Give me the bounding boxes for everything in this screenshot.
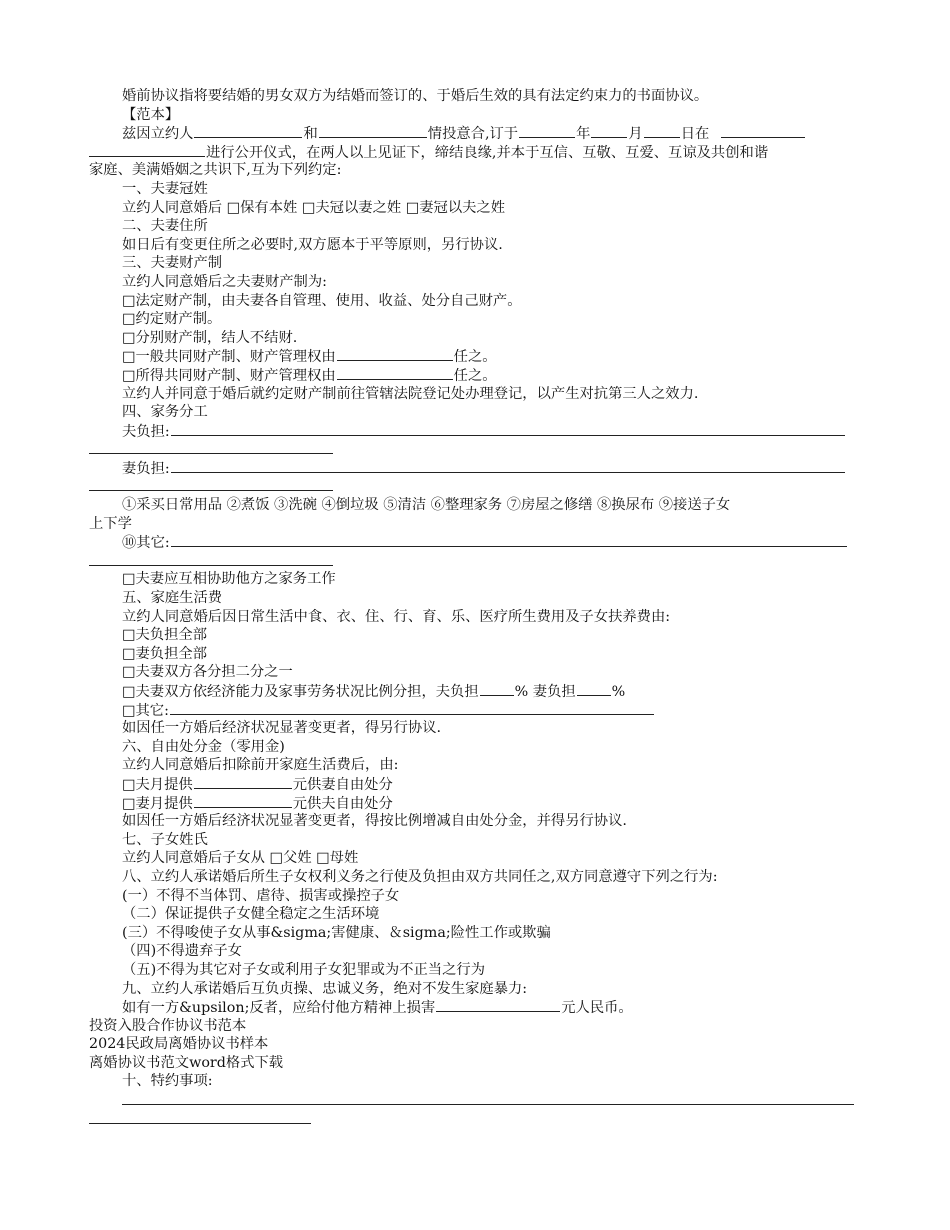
chores-list: ①采买日常用品 ②煮饭 ③洗碗 ④倒垃圾 ⑤清洁 ⑥整理家务 ⑦房屋之修缮 ⑧换尿布 ⑨接送子女 <box>122 497 731 514</box>
other-duty-blank-cont <box>89 552 333 566</box>
section-text <box>89 998 863 1017</box>
document-page <box>89 87 863 1128</box>
option-text: 元供夫自由处分 <box>292 795 393 812</box>
section-text: 如因任一方婚后经济状况显著变更者，得另行协议. <box>122 720 442 737</box>
preamble-line-2 <box>89 143 863 162</box>
amount-blank <box>194 794 292 808</box>
day-blank <box>644 124 680 138</box>
checkbox-option: □夫妻应互相协助他方之家务工作 <box>122 571 336 588</box>
option-text: □夫妻双方依经济能力及家事劳务状况比例分担，夫负担 <box>122 684 479 700</box>
checkbox-option <box>89 682 863 701</box>
section-title: 一、夫妻冠姓 <box>122 180 208 197</box>
section-text: 如因任一方婚后经济状况显著变更者，得按比例增减自由处分金，并得另行协议. <box>122 813 627 830</box>
section-title: 十、特约事项: <box>122 1073 213 1090</box>
preamble-text: 进行公开仪式，在两人以上见证下，缔结良缘,并本于互信、互敬、互爱、互谅及共创和谐 <box>206 144 769 161</box>
option-text: % 妻负担 <box>514 684 576 700</box>
section-title: 七、子女姓氏 <box>122 831 208 848</box>
husband-duty-blank-cont <box>89 440 333 454</box>
checkbox-option: □保有本姓 <box>226 199 298 216</box>
list-item: （四)不得遗弃子女 <box>122 943 242 960</box>
field-label: 妻负担: <box>122 460 170 477</box>
special-terms-blank-cont <box>89 1110 311 1124</box>
option-text: □一般共同财产制、财产管理权由 <box>122 349 336 366</box>
clause-text: 元人民币。 <box>561 1000 633 1017</box>
chores-list-cont: 上下学 <box>89 515 132 532</box>
amount-blank <box>194 775 292 789</box>
checkbox-option <box>89 775 863 794</box>
option-text: 任之。 <box>453 349 497 366</box>
section-title: 八、立约人承诺婚后所生子女权利义务之行使及负担由双方共同任之,双方同意遵守下列之行为: <box>122 868 718 885</box>
husband-percent-blank <box>480 682 514 696</box>
surname-options <box>89 199 863 218</box>
section-text: 立约人同意婚后扣除前开家庭生活费后，由: <box>122 757 399 774</box>
wife-duty-blank-cont <box>89 477 333 491</box>
related-link[interactable]: 投资入股合作协议书范本 <box>89 1017 247 1034</box>
preamble-text: 月 <box>628 126 643 143</box>
preamble-text: 日在 <box>680 126 710 143</box>
preamble-text: 和 <box>303 126 318 143</box>
other-duty-blank <box>171 533 847 547</box>
husband-duty-line <box>89 422 863 441</box>
wife-percent-blank <box>577 682 611 696</box>
preamble-line-1 <box>89 124 863 143</box>
list-item: (三）不得唆使子女从事&sigma;害健康、＆sigma;险性工作或欺骗 <box>122 924 551 941</box>
checkbox-option <box>89 366 863 385</box>
list-item: （五)不得为其它对子女或利用子女犯罪或为不正当之行为 <box>122 961 485 978</box>
checkbox-option: □妻冠以夫之姓 <box>405 199 506 216</box>
checkbox-option: □妻负担全部 <box>122 645 207 662</box>
field-label: 夫负担: <box>122 423 170 440</box>
option-text: □所得共同财产制、财产管理权由 <box>122 367 336 384</box>
other-duty-line <box>89 533 863 552</box>
section-title: 九、立约人承诺婚后互负贞操、忠诚义务，绝对不发生家庭暴力: <box>122 980 528 997</box>
preamble-text: 兹因立约人 <box>122 126 194 143</box>
place-blank <box>721 124 805 138</box>
section-title: 四、家务分工 <box>122 404 208 421</box>
checkbox-option <box>89 794 863 813</box>
section-text: 立约人同意婚后子女从 □父姓 □母姓 <box>122 850 359 867</box>
checkbox-option: □约定财产制。 <box>122 311 222 328</box>
option-text: □妻月提供 <box>122 795 193 812</box>
sample-tag: 【范本】 <box>122 106 180 123</box>
compensation-blank <box>436 998 560 1012</box>
husband-duty-blank <box>171 422 845 436</box>
wife-duty-line <box>89 459 863 478</box>
related-link[interactable]: 离婚协议书范文word格式下载 <box>89 1054 284 1071</box>
place-blank-cont <box>89 143 205 157</box>
section-text: 立约人并同意于婚后就约定财产制前往管辖法院登记处办理登记，以产生对抗第三人之效力. <box>122 385 699 402</box>
option-lead: 立约人同意婚后 <box>122 199 223 216</box>
wife-duty-blank <box>171 459 845 473</box>
checkbox-option: □法定财产制，由夫妻各自管理、使用、收益、处分自己财产。 <box>122 292 522 309</box>
year-blank <box>519 124 575 138</box>
clause-text: 如有一方&upsilon;反者，应给付他方精神上损害 <box>122 1000 436 1017</box>
checkbox-option: □夫冠以妻之姓 <box>301 199 402 216</box>
wife-duty-cont <box>89 477 863 496</box>
section-title: 二、夫妻住所 <box>122 218 208 235</box>
list-item: （二）保证提供子女健全稳定之生活环境 <box>122 906 380 923</box>
other-blank <box>170 701 654 715</box>
party-a-blank <box>194 124 302 138</box>
special-terms-cont <box>89 1110 863 1129</box>
preamble-text: 情投意合,订于 <box>427 126 519 143</box>
section-text: 立约人同意婚后之夫妻财产制为: <box>122 273 327 290</box>
option-text: % <box>611 684 626 700</box>
section-text: 立约人同意婚后因日常生活中食、衣、住、行、育、乐、医疗所生费用及子女扶养费由: <box>122 608 671 625</box>
section-title: 五、家庭生活费 <box>122 590 223 607</box>
intro-text: 婚前协议指将要结婚的男女双方为结婚而签订的、于婚后生效的具有法定约束力的书面协议。 <box>122 88 709 104</box>
section-title: 三、夫妻财产制 <box>122 255 223 272</box>
party-b-blank <box>319 124 427 138</box>
related-link[interactable]: 2024民政局离婚协议书样本 <box>89 1036 269 1053</box>
option-text: □夫月提供 <box>122 776 193 793</box>
preamble-text: 年 <box>576 126 591 143</box>
special-terms-blank <box>122 1091 854 1105</box>
section-text: 如日后有变更住所之必要时,双方愿本于平等原则，另行协议. <box>122 236 503 253</box>
checkbox-option <box>89 347 863 366</box>
manager-blank <box>337 347 453 361</box>
husband-duty-cont <box>89 440 863 459</box>
checkbox-option <box>89 701 863 720</box>
section-title: 六、自由处分金（零用金) <box>122 738 285 755</box>
option-text: 任之。 <box>453 367 497 384</box>
checkbox-option: □分别财产制，结人不结财. <box>122 329 298 346</box>
field-label: ⑩其它: <box>122 535 170 552</box>
manager-blank <box>337 366 453 380</box>
checkbox-option: □夫妻双方各分担二分之一 <box>122 664 293 681</box>
preamble-line-3: 家庭、美满婚姻之共识下,互为下列约定: <box>89 162 342 179</box>
other-duty-cont <box>89 552 863 571</box>
option-text: 元供妻自由处分 <box>292 776 393 793</box>
option-text: □其它: <box>122 702 169 719</box>
special-terms-line <box>89 1091 863 1110</box>
month-blank <box>591 124 627 138</box>
list-item: (一）不得不当体罚、虐待、损害或操控子女 <box>122 887 400 904</box>
checkbox-option: □夫负担全部 <box>122 627 207 644</box>
